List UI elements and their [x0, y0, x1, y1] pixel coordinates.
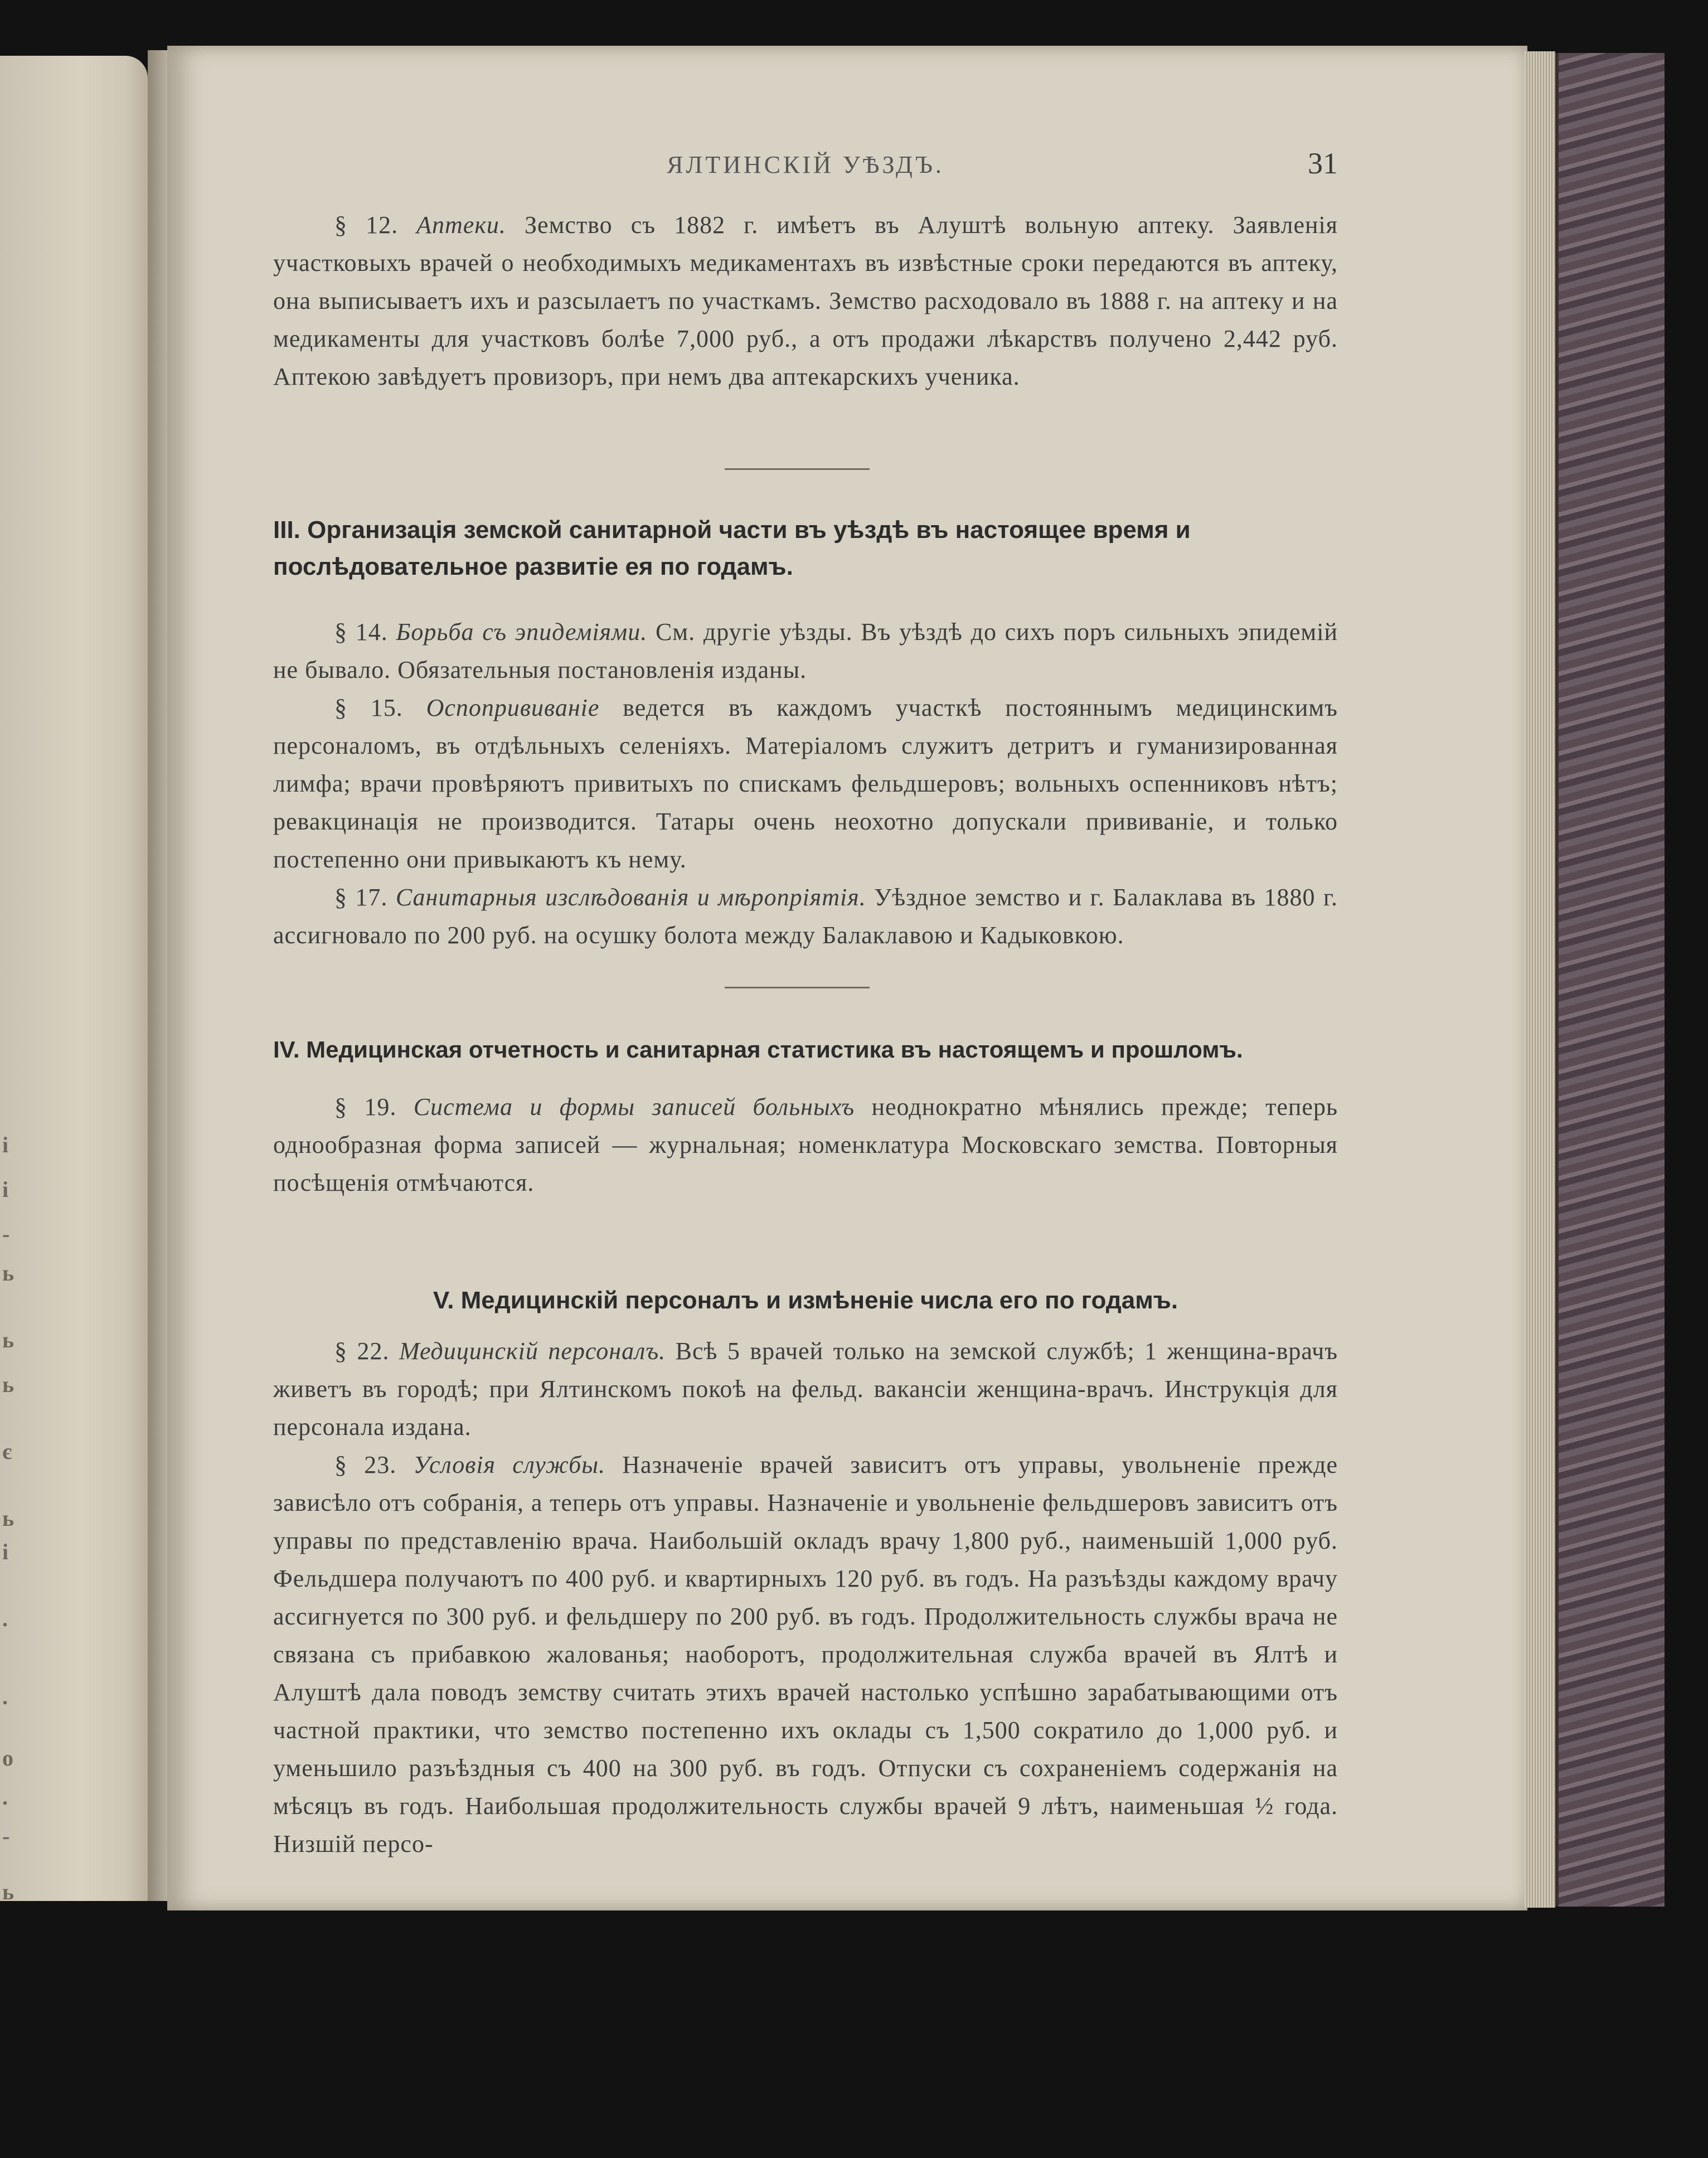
- margin-mark: о: [2, 1745, 13, 1771]
- margin-mark: ь: [2, 1372, 14, 1397]
- paragraph-text: Уѣздное земство и г. Балаклава въ 1880 г. ассигновало по 200 руб. на осушку болота между Балаклавою и Кадыковкою.: [273, 884, 1338, 949]
- paragraph-title: Борьба съ эпидеміями.: [396, 618, 648, 646]
- paragraph-14: [273, 613, 1338, 689]
- margin-mark: є: [2, 1439, 12, 1464]
- margin-mark: і: [2, 1132, 9, 1157]
- paragraph-22: [273, 1332, 1338, 1446]
- paragraph-title: Аптеки.: [416, 211, 506, 239]
- margin-mark: ь: [2, 1260, 14, 1286]
- paragraph-title: Медицинскій персоналъ.: [399, 1337, 666, 1365]
- margin-mark: і: [2, 1177, 9, 1202]
- paragraph-text: Назначеніе врачей зависитъ отъ управы, увольненіе прежде зависѣло отъ собранія, а теперь отъ управы. Назначеніе и увольненіе фельдшеровъ зависитъ отъ управы по представленію врача. Наибольшій окладъ врачу 1,800 руб., наименьшій 1,000 руб. Фельдшера получаютъ по 400 руб. и квартирныхъ 120 руб. въ годъ. На разъѣзды каждому врачу ассигнуется по 300 руб. и фельдшеру по 200 руб. въ годъ. Продолжительность службы врача не связана съ прибавкою жалованья; наоборотъ, продолжительная служба врачей въ Ялтѣ и Алуштѣ дала поводъ земству считать этихъ врачей настолько успѣшно зарабатывающими отъ частной практики, что земство постепенно ихъ оклады съ 1,500 сократило до 1,000 руб. и уменьшило разъѣздныя съ 400 на 300 руб. въ годъ. Отпуски съ сохраненіемъ содержанія на мѣсяцъ въ годъ. Наибольшая продолжительность службы врачей 9 лѣтъ, наименьшая ½ года. Низшій персо-: [273, 1451, 1338, 1858]
- paragraph-23: [273, 1446, 1338, 1863]
- margin-mark: .: [2, 1606, 8, 1631]
- margin-mark: -: [2, 1221, 10, 1247]
- paragraph-number: § 19.: [334, 1093, 397, 1121]
- paragraph-text: См. другіе уѣзды. Въ уѣздѣ до сихъ поръ сильныхъ эпидемій не бывало. Обязательныя постановленія изданы.: [273, 618, 1338, 683]
- marbled-book-cover: [1555, 53, 1665, 1907]
- paragraph-number: § 17.: [334, 884, 388, 911]
- paragraph-title: Оспопрививаніе: [426, 694, 600, 721]
- paragraph-title: Санитарныя изслѣдованія и мѣропріятія.: [395, 884, 866, 911]
- section-heading-v: V. Медицинскій персоналъ и измѣненіе числа его по годамъ.: [433, 1287, 1178, 1314]
- margin-mark: і: [2, 1539, 9, 1564]
- paragraph-15: [273, 689, 1338, 879]
- margin-mark: -: [2, 1824, 10, 1849]
- paragraph-12: [273, 206, 1338, 396]
- margin-mark: ь: [2, 1506, 14, 1531]
- page-number: 31: [1308, 147, 1338, 180]
- paragraph-number: § 12.: [334, 211, 399, 239]
- paragraph-number: § 15.: [334, 694, 403, 721]
- paragraph-text: Земство съ 1882 г. имѣетъ въ Алуштѣ вольную аптеку. Заявленія участковыхъ врачей о необходимыхъ медикаментахъ въ извѣстные сроки передаются въ аптеку, она выписываетъ ихъ и разсылаетъ по участкамъ. Земство расходовало въ 1888 г. на аптеку и на медикаменты для участковъ болѣе 7,000 руб., а отъ продажи лѣкарствъ получено 2,442 руб. Аптекою завѣдуетъ провизоръ, при немъ два аптекарскихъ ученика.: [273, 211, 1338, 390]
- paragraph-text: ведется въ каждомъ участкѣ постояннымъ медицинскимъ персоналомъ, въ отдѣльныхъ селеніяхъ. Матеріаломъ служитъ детритъ и гуманизированная лимфа; врачи провѣряютъ привитыхъ по спискамъ фельдшеровъ; вольныхъ оспенниковъ нѣтъ; ревакцинація не производится. Татары очень неохотно допускали прививаніе, и только постепенно они привыкаютъ къ нему.: [273, 694, 1338, 873]
- margin-mark: .: [2, 1784, 8, 1810]
- paragraph-number: § 14.: [334, 618, 388, 646]
- paragraph-title: Система и формы записей больныхъ: [413, 1093, 855, 1121]
- page-edges: [1525, 51, 1555, 1908]
- paragraph-number: § 23.: [334, 1451, 397, 1478]
- margin-mark: .: [2, 1684, 8, 1709]
- margin-mark: ь: [2, 1327, 14, 1352]
- divider: [725, 987, 870, 988]
- paragraph-19: [273, 1088, 1338, 1202]
- section-heading-iv: IV. Медицинская отчетность и санитарная статистика въ настоящемъ и прошломъ.: [273, 1036, 1243, 1063]
- paragraph-text: Всѣ 5 врачей только на земской службѣ; 1 женщина-врачъ живетъ въ городѣ; при Ялтинскомъ покоѣ на фельд. вакансіи женщина-врачъ. Инструкція для персонала издана.: [273, 1337, 1338, 1441]
- margin-mark: ь: [2, 1879, 14, 1904]
- paragraph-17: [273, 879, 1338, 954]
- paragraph-number: § 22.: [334, 1337, 390, 1365]
- section-heading-iii: III. Организація земской санитарной части въ уѣздѣ въ настоящее время и послѣдовательное развитіе ея по годамъ.: [273, 516, 1191, 580]
- page-header: [273, 147, 1338, 184]
- paragraph-title: Условія службы.: [413, 1451, 606, 1478]
- paragraph-text: неоднократно мѣнялись прежде; теперь однообразная форма записей — журнальная; номенклатура Московскаго земства. Повторныя посѣщенія отмѣчаются.: [273, 1093, 1338, 1196]
- running-title: ЯЛТИНСКІЙ УѢЗДЪ.: [667, 151, 944, 178]
- left-page: [0, 56, 148, 1904]
- divider: [725, 468, 870, 470]
